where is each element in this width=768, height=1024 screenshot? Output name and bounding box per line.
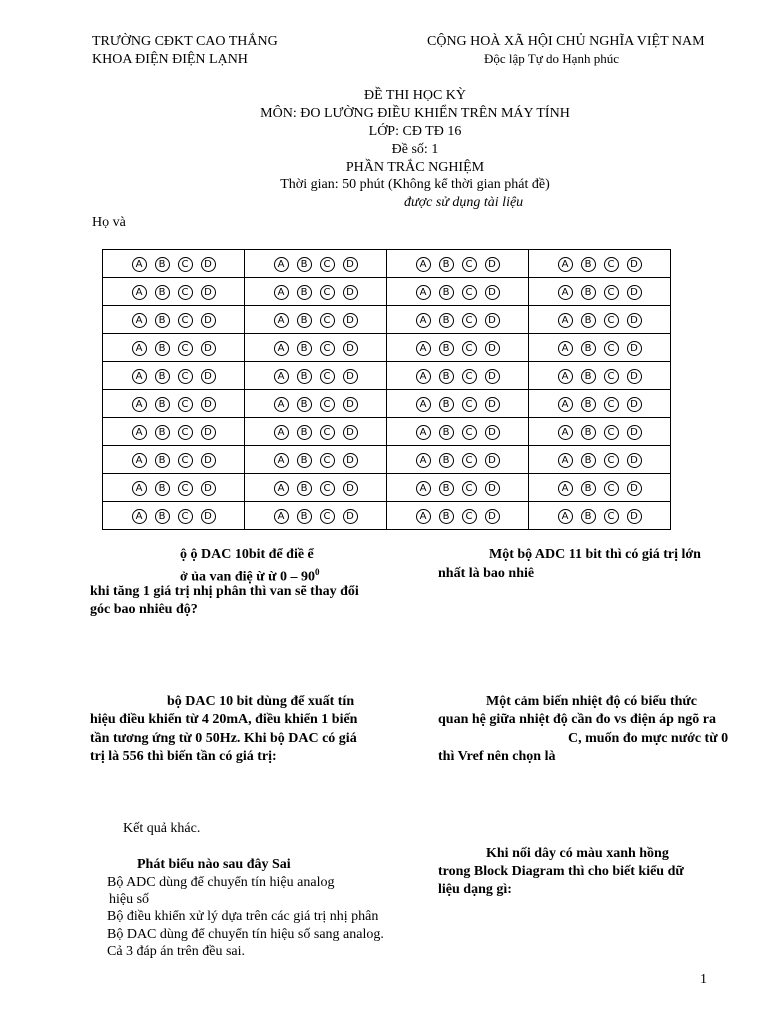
answer-bubble[interactable]: C xyxy=(462,285,477,300)
answer-bubble[interactable]: C xyxy=(462,257,477,272)
answer-cell xyxy=(529,446,671,474)
answer-bubble[interactable]: D xyxy=(201,313,216,328)
answer-bubble[interactable]: A xyxy=(558,481,573,496)
answer-row xyxy=(103,390,671,418)
answer-bubble[interactable]: B xyxy=(439,397,454,412)
answer-bubble[interactable]: B xyxy=(581,369,596,384)
answer-bubble[interactable]: B xyxy=(297,509,312,524)
answer-bubble[interactable]: A xyxy=(416,257,431,272)
exam-code: Đề số: 1 xyxy=(391,142,439,157)
answer-bubble[interactable]: A xyxy=(132,481,147,496)
answer-cell xyxy=(529,334,671,362)
answer-bubble[interactable]: A xyxy=(416,425,431,440)
answer-bubble[interactable]: C xyxy=(178,481,193,496)
answer-bubble[interactable]: D xyxy=(485,369,500,384)
answer-bubble[interactable]: A xyxy=(132,425,147,440)
answer-cell xyxy=(529,306,671,334)
answer-bubble[interactable]: B xyxy=(297,453,312,468)
exam-note: được sử dụng tài liệu xyxy=(404,195,524,210)
answer-bubble[interactable]: C xyxy=(320,369,335,384)
answer-bubble[interactable]: B xyxy=(581,509,596,524)
answer-bubble[interactable]: A xyxy=(558,369,573,384)
answer-bubble[interactable]: B xyxy=(297,341,312,356)
answer-cell xyxy=(529,362,671,390)
answer-bubble[interactable]: D xyxy=(201,369,216,384)
answer-bubble[interactable]: C xyxy=(462,369,477,384)
answer-row xyxy=(103,334,671,362)
answer-cell xyxy=(387,418,529,446)
answer-bubble[interactable]: C xyxy=(462,509,477,524)
answer-bubble[interactable]: C xyxy=(604,313,619,328)
q2-line-1: Một bộ ADC 11 bit thì có giá trị lớn xyxy=(489,547,701,562)
answer-bubble[interactable]: D xyxy=(627,341,642,356)
answer-bubble[interactable]: B xyxy=(155,425,170,440)
answer-cell xyxy=(103,446,245,474)
answer-bubble[interactable]: D xyxy=(201,509,216,524)
answer-bubble[interactable]: D xyxy=(343,509,358,524)
answer-bubble[interactable]: D xyxy=(485,397,500,412)
answer-bubble[interactable]: D xyxy=(627,453,642,468)
answer-bubble[interactable]: C xyxy=(604,509,619,524)
answer-bubble[interactable]: B xyxy=(439,425,454,440)
q3-line-4: trị là 556 thì biến tần có giá trị: xyxy=(90,749,277,764)
answer-bubble[interactable]: D xyxy=(201,341,216,356)
answer-bubble[interactable]: C xyxy=(178,341,193,356)
q2-line-2: nhất là bao nhiê xyxy=(438,566,535,581)
answer-bubble[interactable]: C xyxy=(462,425,477,440)
answer-cell xyxy=(103,250,245,278)
answer-bubble[interactable]: A xyxy=(274,453,289,468)
faculty-name: KHOA ĐIỆN ĐIỆN LẠNH xyxy=(92,52,248,67)
answer-cell xyxy=(245,250,387,278)
answer-bubble[interactable]: D xyxy=(627,257,642,272)
answer-bubble[interactable]: D xyxy=(343,397,358,412)
answer-bubble[interactable]: D xyxy=(201,285,216,300)
q4-line-3: C, muốn đo mực nước từ 0 xyxy=(568,731,729,746)
q1-line-4: góc bao nhiêu độ? xyxy=(90,602,198,617)
answer-bubble[interactable]: D xyxy=(201,481,216,496)
answer-cell xyxy=(103,502,245,530)
answer-bubble[interactable]: A xyxy=(274,397,289,412)
answer-bubble[interactable]: C xyxy=(462,313,477,328)
q6-line-3: liệu dạng gì: xyxy=(438,882,512,897)
answer-bubble[interactable]: D xyxy=(343,313,358,328)
answer-cell xyxy=(103,362,245,390)
answer-bubble[interactable]: B xyxy=(581,453,596,468)
answer-row xyxy=(103,278,671,306)
answer-bubble[interactable]: C xyxy=(604,285,619,300)
answer-bubble[interactable]: C xyxy=(178,369,193,384)
answer-bubble[interactable]: A xyxy=(558,453,573,468)
answer-bubble[interactable]: D xyxy=(485,313,500,328)
answer-bubble[interactable]: A xyxy=(416,397,431,412)
answer-grid xyxy=(102,249,671,530)
answer-bubble[interactable]: C xyxy=(462,397,477,412)
answer-cell xyxy=(245,418,387,446)
answer-row xyxy=(103,474,671,502)
answer-bubble[interactable]: D xyxy=(627,481,642,496)
answer-cell xyxy=(103,418,245,446)
answer-bubble[interactable]: A xyxy=(274,425,289,440)
q5-option-5[interactable]: Cả 3 đáp án trên đều sai. xyxy=(107,944,246,959)
answer-cell xyxy=(387,250,529,278)
answer-cell xyxy=(387,390,529,418)
answer-cell xyxy=(245,446,387,474)
q5-option-1[interactable]: Bộ ADC dùng để chuyển tín hiệu analog xyxy=(107,875,335,890)
answer-bubble[interactable]: B xyxy=(581,481,596,496)
answer-bubble[interactable]: A xyxy=(132,453,147,468)
answer-cell xyxy=(245,334,387,362)
school-name: TRƯỜNG CĐKT CAO THẮNG xyxy=(92,34,278,49)
answer-bubble[interactable]: B xyxy=(297,257,312,272)
answer-bubble[interactable]: D xyxy=(343,481,358,496)
answer-bubble[interactable]: D xyxy=(485,481,500,496)
answer-bubble[interactable]: D xyxy=(627,509,642,524)
answer-cell xyxy=(387,502,529,530)
exam-title: ĐỀ THI HỌC KỲ xyxy=(363,88,466,103)
answer-cell xyxy=(387,362,529,390)
answer-bubble[interactable]: B xyxy=(155,285,170,300)
answer-bubble[interactable]: D xyxy=(343,257,358,272)
answer-cell xyxy=(245,362,387,390)
answer-cell xyxy=(387,474,529,502)
answer-bubble[interactable]: D xyxy=(201,397,216,412)
q3-line-3: tần tương ứng từ 0 50Hz. Khi bộ DAC có giá xyxy=(90,731,357,746)
answer-bubble[interactable]: A xyxy=(558,509,573,524)
answer-bubble[interactable]: D xyxy=(201,425,216,440)
q6-line-1: Khi nối dây có màu xanh hồng xyxy=(486,846,669,861)
page-number: 1 xyxy=(700,972,707,987)
answer-bubble[interactable]: A xyxy=(416,285,431,300)
answer-bubble[interactable]: B xyxy=(155,257,170,272)
answer-bubble[interactable]: C xyxy=(178,397,193,412)
answer-bubble[interactable]: D xyxy=(343,425,358,440)
answer-bubble[interactable]: C xyxy=(320,313,335,328)
answer-cell xyxy=(103,278,245,306)
answer-bubble[interactable]: A xyxy=(416,341,431,356)
answer-bubble[interactable]: A xyxy=(132,313,147,328)
answer-bubble[interactable]: A xyxy=(558,257,573,272)
answer-bubble[interactable]: B xyxy=(297,285,312,300)
answer-cell xyxy=(387,446,529,474)
exam-time: Thời gian: 50 phút (Không kể thời gian phát đề) xyxy=(280,177,550,192)
answer-cell xyxy=(387,278,529,306)
answer-bubble[interactable]: B xyxy=(581,285,596,300)
q6-line-2: trong Block Diagram thì cho biết kiểu dữ xyxy=(438,864,684,879)
answer-row xyxy=(103,306,671,334)
exam-subject: MÔN: ĐO LƯỜNG ĐIỀU KHIỂN TRÊN MÁY TÍNH xyxy=(260,106,570,121)
answer-bubble[interactable]: B xyxy=(581,313,596,328)
q4-line-4: thì Vref nên chọn là xyxy=(438,749,556,764)
answer-bubble[interactable]: A xyxy=(558,425,573,440)
answer-bubble[interactable]: C xyxy=(604,257,619,272)
answer-bubble[interactable]: C xyxy=(604,369,619,384)
answer-bubble[interactable]: B xyxy=(439,341,454,356)
answer-bubble[interactable]: C xyxy=(320,257,335,272)
answer-cell xyxy=(103,306,245,334)
answer-row xyxy=(103,418,671,446)
answer-bubble[interactable]: B xyxy=(297,397,312,412)
answer-cell xyxy=(529,250,671,278)
answer-bubble[interactable]: B xyxy=(581,397,596,412)
answer-bubble[interactable]: C xyxy=(604,481,619,496)
answer-bubble[interactable]: D xyxy=(485,285,500,300)
answer-bubble[interactable]: D xyxy=(343,285,358,300)
answer-cell xyxy=(529,502,671,530)
answer-bubble[interactable]: B xyxy=(297,481,312,496)
answer-bubble[interactable]: D xyxy=(343,341,358,356)
q4-line-1: Một cảm biến nhiệt độ có biểu thức xyxy=(486,694,698,709)
answer-bubble[interactable]: A xyxy=(132,257,147,272)
answer-bubble[interactable]: A xyxy=(416,453,431,468)
answer-bubble[interactable]: A xyxy=(132,341,147,356)
answer-bubble[interactable]: C xyxy=(320,453,335,468)
answer-cell xyxy=(529,474,671,502)
answer-bubble[interactable]: B xyxy=(439,313,454,328)
answer-bubble[interactable]: B xyxy=(581,425,596,440)
answer-bubble[interactable]: A xyxy=(274,481,289,496)
answer-bubble[interactable]: A xyxy=(132,285,147,300)
answer-bubble[interactable]: A xyxy=(558,313,573,328)
answer-cell xyxy=(529,418,671,446)
answer-bubble[interactable]: D xyxy=(627,425,642,440)
answer-cell xyxy=(245,306,387,334)
answer-bubble[interactable]: D xyxy=(485,341,500,356)
answer-cell xyxy=(245,390,387,418)
answer-bubble[interactable]: A xyxy=(558,397,573,412)
answer-bubble[interactable]: D xyxy=(627,285,642,300)
exam-class: LỚP: CĐ TĐ 16 xyxy=(368,124,462,139)
answer-bubble[interactable]: D xyxy=(343,369,358,384)
q3-line-2: hiệu điều khiển từ 4 20mA, điều khiển 1 biến xyxy=(90,712,358,727)
answer-bubble[interactable]: C xyxy=(320,425,335,440)
answer-bubble[interactable]: A xyxy=(132,369,147,384)
answer-bubble[interactable]: C xyxy=(462,341,477,356)
answer-bubble[interactable]: B xyxy=(155,313,170,328)
answer-bubble[interactable]: C xyxy=(320,341,335,356)
answer-bubble[interactable]: C xyxy=(178,425,193,440)
answer-bubble[interactable]: C xyxy=(604,341,619,356)
q3-line-1: bộ DAC 10 bit dùng để xuất tín xyxy=(167,694,355,709)
exam-section: PHẦN TRẮC NGHIỆM xyxy=(345,160,485,175)
answer-bubble[interactable]: D xyxy=(201,453,216,468)
answer-bubble[interactable]: C xyxy=(178,509,193,524)
answer-bubble[interactable]: C xyxy=(320,509,335,524)
answer-cell xyxy=(103,474,245,502)
answer-bubble[interactable]: D xyxy=(201,257,216,272)
answer-bubble[interactable]: D xyxy=(627,369,642,384)
answer-bubble[interactable]: C xyxy=(320,481,335,496)
answer-bubble[interactable]: C xyxy=(320,397,335,412)
answer-cell xyxy=(103,390,245,418)
answer-bubble[interactable]: B xyxy=(297,425,312,440)
answer-bubble[interactable]: B xyxy=(581,257,596,272)
answer-row xyxy=(103,362,671,390)
answer-bubble[interactable]: B xyxy=(439,481,454,496)
q3-option[interactable]: Kết quả khác. xyxy=(123,821,201,836)
answer-bubble[interactable]: D xyxy=(485,453,500,468)
answer-bubble[interactable]: B xyxy=(155,509,170,524)
answer-bubble[interactable]: C xyxy=(178,453,193,468)
q4-line-2: quan hệ giữa nhiệt độ cần đo vs điện áp ngõ ra xyxy=(438,712,716,727)
answer-cell xyxy=(387,306,529,334)
answer-bubble[interactable]: D xyxy=(343,453,358,468)
answer-bubble[interactable]: D xyxy=(627,313,642,328)
answer-bubble[interactable]: B xyxy=(581,341,596,356)
answer-cell xyxy=(245,278,387,306)
answer-bubble[interactable]: B xyxy=(297,369,312,384)
answer-bubble[interactable]: B xyxy=(155,369,170,384)
answer-bubble[interactable]: B xyxy=(439,257,454,272)
answer-bubble[interactable]: C xyxy=(604,397,619,412)
q5-stem: Phát biểu nào sau đây Sai xyxy=(137,857,291,872)
answer-bubble[interactable]: B xyxy=(439,285,454,300)
name-label: Họ và xyxy=(92,215,126,230)
answer-bubble[interactable]: A xyxy=(416,369,431,384)
answer-bubble[interactable]: B xyxy=(155,341,170,356)
answer-bubble[interactable]: C xyxy=(462,481,477,496)
answer-row xyxy=(103,250,671,278)
answer-row xyxy=(103,502,671,530)
answer-bubble[interactable]: B xyxy=(155,481,170,496)
answer-bubble[interactable]: A xyxy=(274,509,289,524)
q5-option-3[interactable]: Bộ điều khiển xử lý dựa trên các giá trị nhị phân xyxy=(107,909,379,924)
answer-bubble[interactable]: A xyxy=(274,341,289,356)
answer-cell xyxy=(245,502,387,530)
answer-bubble[interactable]: D xyxy=(627,397,642,412)
q1-line-1: ộ ộ DAC 10bit để điề ể xyxy=(180,547,314,562)
answer-bubble[interactable]: A xyxy=(274,257,289,272)
answer-bubble[interactable]: D xyxy=(485,257,500,272)
answer-cell xyxy=(103,334,245,362)
answer-cell xyxy=(529,278,671,306)
answer-bubble[interactable]: A xyxy=(416,313,431,328)
answer-cell xyxy=(387,334,529,362)
answer-bubble[interactable]: C xyxy=(178,313,193,328)
nation-title: CỘNG HOÀ XÃ HỘI CHỦ NGHĨA VIỆT NAM xyxy=(427,34,705,49)
answer-row xyxy=(103,446,671,474)
answer-bubble[interactable]: A xyxy=(274,369,289,384)
answer-bubble[interactable]: B xyxy=(439,509,454,524)
answer-bubble[interactable]: C xyxy=(604,453,619,468)
answer-bubble[interactable]: B xyxy=(155,397,170,412)
answer-bubble[interactable]: B xyxy=(155,453,170,468)
answer-bubble[interactable]: A xyxy=(274,285,289,300)
answer-bubble[interactable]: C xyxy=(462,453,477,468)
answer-bubble[interactable]: A xyxy=(132,397,147,412)
answer-bubble[interactable]: A xyxy=(416,509,431,524)
answer-bubble[interactable]: A xyxy=(132,509,147,524)
answer-bubble[interactable]: B xyxy=(439,369,454,384)
answer-cell xyxy=(245,474,387,502)
answer-cell xyxy=(529,390,671,418)
answer-bubble[interactable]: A xyxy=(558,341,573,356)
answer-bubble[interactable]: B xyxy=(297,313,312,328)
q1-line-2: ở ủa van điệ ừ ừ $0 - 90^0$ xyxy=(180,567,320,585)
answer-bubble[interactable]: C xyxy=(320,285,335,300)
answer-bubble[interactable]: D xyxy=(485,509,500,524)
nation-motto: Độc lập Tự do Hạnh phúc xyxy=(484,51,619,66)
answer-bubble[interactable]: C xyxy=(178,285,193,300)
answer-bubble[interactable]: B xyxy=(439,453,454,468)
answer-bubble[interactable]: A xyxy=(274,313,289,328)
answer-bubble[interactable]: A xyxy=(416,481,431,496)
q5-option-2[interactable]: hiệu số xyxy=(109,892,150,907)
q5-option-4[interactable]: Bộ DAC dùng để chuyển tín hiệu số sang analog. xyxy=(107,927,384,942)
answer-bubble[interactable]: D xyxy=(485,425,500,440)
answer-bubble[interactable]: C xyxy=(178,257,193,272)
q1-line-3: khi tăng 1 giá trị nhị phân thì van sẽ thay đổi xyxy=(90,584,359,599)
answer-bubble[interactable]: A xyxy=(558,285,573,300)
answer-bubble[interactable]: C xyxy=(604,425,619,440)
